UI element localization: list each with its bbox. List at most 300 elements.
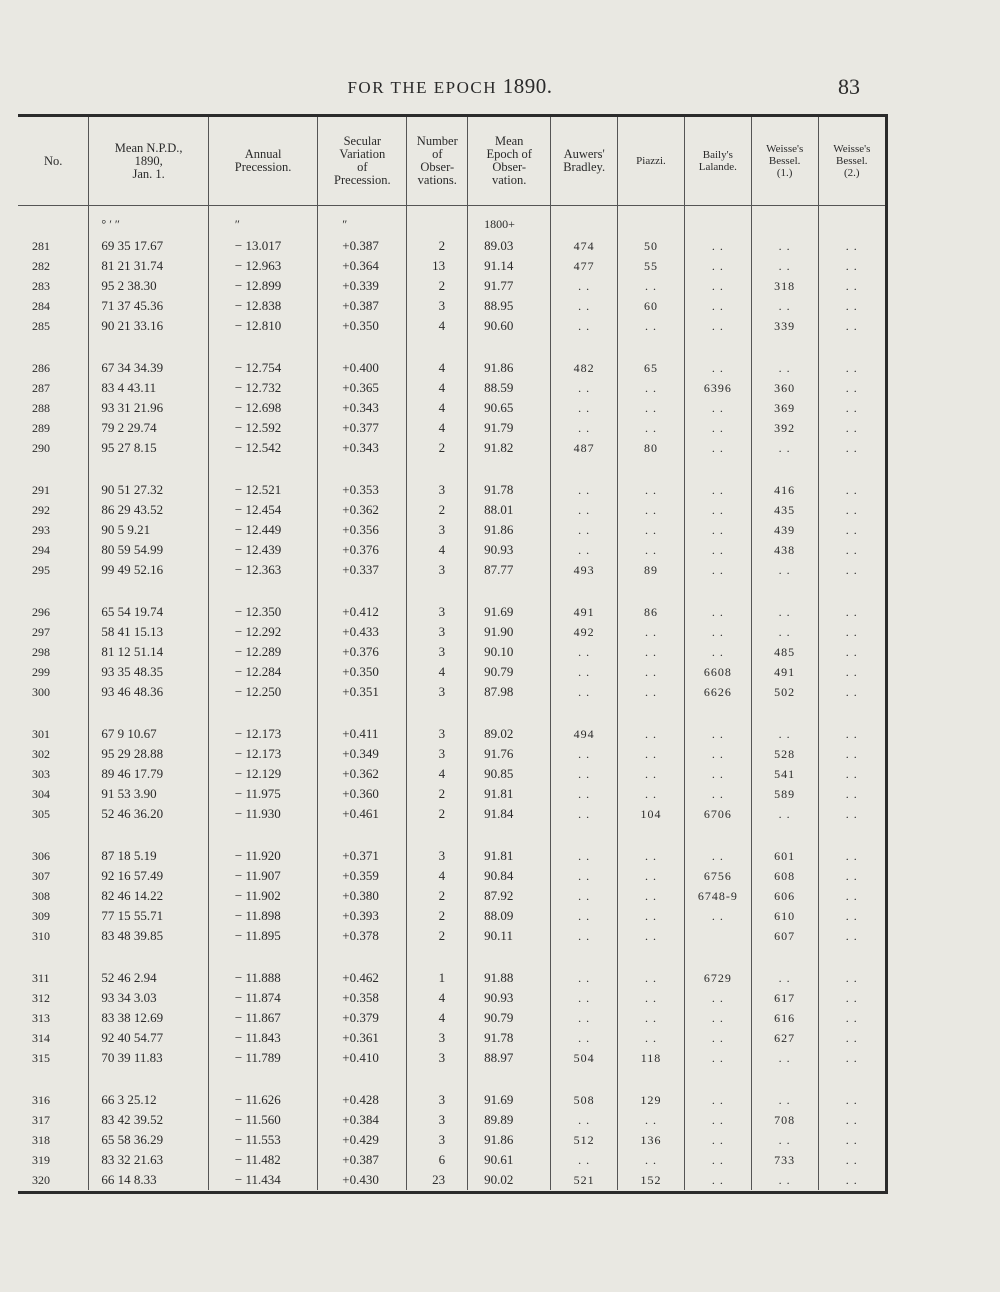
annual-precession-cell: − 11.789 [208,1048,317,1068]
mean-npd-cell: 67 34 34.39 [89,358,209,378]
annual-precession-cell: − 11.902 [208,886,317,906]
weisse-bessel-1-cell: 360 [751,378,818,398]
spacer-cell [318,336,407,358]
spacer-cell [684,824,751,846]
number-of-observations-cell: 3 [407,642,468,662]
secular-variation-cell: +0.387 [318,236,407,256]
spacer-cell [407,458,468,480]
spacer-cell [751,702,818,724]
secular-variation-cell: +0.384 [318,1110,407,1130]
spacer-cell [318,824,407,846]
table-row [18,378,885,398]
weisse-bessel-1-cell: 541 [751,764,818,784]
weisse-bessel-2-cell: . . [845,278,858,293]
secular-variation-cell: +0.376 [318,642,407,662]
number-of-observations-cell: 2 [407,236,468,256]
table-row [18,662,885,682]
piazzi-cell: 55 [618,256,685,276]
annual-precession-cell: − 12.350 [208,602,317,622]
auwers-bradley-cell: 512 [551,1130,618,1150]
spacer-cell [551,458,618,480]
mean-npd-cell: 89 46 17.79 [89,764,209,784]
secular-variation-cell: +0.362 [318,500,407,520]
mean-npd-cell: 67 9 10.67 [89,724,209,744]
table-row [18,236,885,256]
star-number-cell: 308 [18,886,89,906]
star-number-cell: 302 [18,744,89,764]
secular-variation-cell: +0.358 [318,988,407,1008]
number-of-observations-cell: 13 [407,256,468,276]
weisse-bessel-2-cell: . . [845,1152,858,1167]
mean-epoch-cell: 89.89 [468,1110,551,1130]
page-header [0,0,1000,110]
mean-epoch-cell: 91.14 [468,256,551,276]
spacer-cell [318,458,407,480]
annual-precession-cell: − 11.930 [208,804,317,824]
table-row [18,1170,885,1190]
table-body [18,206,885,1191]
spacer-cell [208,336,317,358]
number-of-observations-cell: 1 [407,968,468,988]
spacer-cell [551,580,618,602]
number-of-observations-cell: 4 [407,316,468,336]
piazzi-cell: . . [618,642,685,662]
number-of-observations-cell: 3 [407,1028,468,1048]
mean-npd-cell: 83 48 39.85 [89,926,209,946]
baily-lalande-cell: . . [684,1110,751,1130]
weisse-bessel-1-cell: 416 [751,480,818,500]
number-of-observations-cell: 3 [407,744,468,764]
weisse-bessel-1-cell: 708 [751,1110,818,1130]
auwers-bradley-cell: . . [551,662,618,682]
number-of-observations-cell: 4 [407,764,468,784]
secular-variation-cell: +0.393 [318,906,407,926]
mean-npd-cell: 95 27 8.15 [89,438,209,458]
mean-npd-cell: 52 46 36.20 [89,804,209,824]
spacer-cell [818,1068,885,1090]
piazzi-cell: . . [618,846,685,866]
star-number-cell: 292 [18,500,89,520]
secular-variation-cell: +0.412 [318,602,407,622]
star-number-cell: 295 [18,560,89,580]
auwers-bradley-cell: . . [551,926,618,946]
weisse-bessel-1-cell: 607 [751,926,818,946]
weisse-bessel-1-cell: . . [751,1170,818,1190]
weisse-bessel-2-cell: . . [845,440,858,455]
number-of-observations-cell: 2 [407,804,468,824]
table-row [18,438,885,458]
table-row [18,866,885,886]
weisse-bessel-2-cell: . . [845,1092,858,1107]
weisse-bessel-1-cell: . . [751,804,818,824]
spacer-cell [18,702,89,724]
number-of-observations-cell: 3 [407,1130,468,1150]
annual-precession-cell: − 12.810 [208,316,317,336]
table-row [18,724,885,744]
baily-lalande-cell: . . [684,1130,751,1150]
mean-epoch-cell: 87.98 [468,682,551,702]
spacer-cell [751,336,818,358]
mean-npd-cell: 99 49 52.16 [89,560,209,580]
mean-npd-cell: 83 4 43.11 [89,378,209,398]
table-row [18,1110,885,1130]
piazzi-cell: . . [618,764,685,784]
piazzi-cell: . . [618,682,685,702]
auwers-bradley-cell: 491 [551,602,618,622]
mean-epoch-cell: 91.86 [468,358,551,378]
weisse-bessel-1-cell: . . [751,256,818,276]
annual-precession-cell: − 11.907 [208,866,317,886]
star-number-cell: 299 [18,662,89,682]
mean-npd-cell: 90 21 33.16 [89,316,209,336]
table-row [18,602,885,622]
spacer-cell [751,824,818,846]
secular-variation-cell: +0.378 [318,926,407,946]
piazzi-cell: . . [618,1028,685,1048]
spacer-cell [89,1068,209,1090]
mean-npd-cell: 66 3 25.12 [89,1090,209,1110]
auwers-bradley-cell: . . [551,1028,618,1048]
baily-lalande-cell: . . [684,480,751,500]
mean-epoch-cell: 91.86 [468,520,551,540]
baily-lalande-cell: . . [684,1090,751,1110]
header-number-of-observations: Number of Obser- vations. [407,117,468,206]
baily-lalande-cell: . . [684,276,751,296]
auwers-bradley-cell: . . [551,682,618,702]
piazzi-cell: 60 [618,296,685,316]
mean-npd-cell: 82 46 14.22 [89,886,209,906]
weisse-bessel-1-cell: 627 [751,1028,818,1048]
star-number-cell: 310 [18,926,89,946]
spacer-cell [818,580,885,602]
weisse-bessel-1-cell: 339 [751,316,818,336]
mean-epoch-cell: 90.85 [468,764,551,784]
secular-variation-cell: +0.350 [318,662,407,682]
baily-lalande-cell: 6756 [684,866,751,886]
number-of-observations-cell: 4 [407,662,468,682]
annual-precession-cell: − 12.899 [208,276,317,296]
piazzi-cell: . . [618,1150,685,1170]
secular-variation-cell: +0.364 [318,256,407,276]
weisse-bessel-2-cell: . . [845,1172,858,1187]
number-of-observations-cell: 4 [407,378,468,398]
star-number-cell: 317 [18,1110,89,1130]
auwers-bradley-cell: . . [551,988,618,1008]
spacer-cell [208,702,317,724]
spacer-cell [551,702,618,724]
secular-variation-cell: +0.387 [318,1150,407,1170]
mean-npd-cell: 71 37 45.36 [89,296,209,316]
star-number-cell: 312 [18,988,89,1008]
number-of-observations-cell: 3 [407,520,468,540]
mean-npd-cell: 66 14 8.33 [89,1170,209,1190]
secular-variation-cell: +0.362 [318,764,407,784]
table-row [18,926,885,946]
auwers-bradley-cell: . . [551,866,618,886]
mean-npd-cell: 77 15 55.71 [89,906,209,926]
annual-precession-cell: − 12.173 [208,744,317,764]
auwers-bradley-cell: . . [551,480,618,500]
weisse-bessel-1-cell: . . [751,560,818,580]
auwers-bradley-cell: . . [551,1150,618,1170]
star-number-cell: 290 [18,438,89,458]
secular-variation-cell: +0.387 [318,296,407,316]
spacer-cell [618,1068,685,1090]
weisse-bessel-2-cell: . . [845,318,858,333]
weisse-bessel-1-cell: 491 [751,662,818,682]
spacer-cell [18,336,89,358]
auwers-bradley-cell: 521 [551,1170,618,1190]
baily-lalande-cell: 6626 [684,682,751,702]
secular-variation-cell: +0.428 [318,1090,407,1110]
table-row [18,642,885,662]
weisse-bessel-2-cell: . . [845,786,858,801]
spacer-cell [684,336,751,358]
baily-lalande-cell: . . [684,846,751,866]
group-spacer [18,702,885,724]
spacer-cell [751,946,818,968]
table-row [18,358,885,378]
weisse-bessel-2-cell: . . [845,298,858,313]
mean-epoch-cell: 88.97 [468,1048,551,1068]
auwers-bradley-cell: . . [551,846,618,866]
table-row [18,520,885,540]
weisse-bessel-1-cell: 616 [751,1008,818,1028]
auwers-bradley-cell: 474 [551,236,618,256]
number-of-observations-cell: 4 [407,540,468,560]
spacer-cell [618,824,685,846]
mean-epoch-cell: 90.10 [468,642,551,662]
auwers-bradley-cell: . . [551,316,618,336]
baily-lalande-cell: . . [684,398,751,418]
annual-precession-cell: − 11.888 [208,968,317,988]
secular-variation-cell: +0.410 [318,1048,407,1068]
mean-npd-cell: 93 35 48.35 [89,662,209,682]
header-piazzi: Piazzi. [618,117,685,206]
spacer-cell [18,946,89,968]
weisse-bessel-2-cell: . . [845,644,858,659]
star-number-cell: 283 [18,276,89,296]
number-of-observations-cell: 2 [407,926,468,946]
mean-epoch-cell: 91.78 [468,1028,551,1048]
mean-npd-cell: 92 40 54.77 [89,1028,209,1048]
mean-npd-cell: 81 12 51.14 [89,642,209,662]
table-row [18,784,885,804]
spacer-cell [89,946,209,968]
auwers-bradley-cell: . . [551,642,618,662]
table-row [18,622,885,642]
table-row [18,500,885,520]
units-piazzi [618,206,685,237]
mean-epoch-cell: 91.76 [468,744,551,764]
star-number-cell: 315 [18,1048,89,1068]
units-epoch: 1800+ [468,206,551,237]
mean-npd-cell: 95 29 28.88 [89,744,209,764]
annual-precession-cell: − 11.560 [208,1110,317,1130]
star-number-cell: 300 [18,682,89,702]
mean-npd-cell: 79 2 29.74 [89,418,209,438]
spacer-cell [18,580,89,602]
piazzi-cell: . . [618,480,685,500]
table-row [18,804,885,824]
secular-variation-cell: +0.337 [318,560,407,580]
spacer-cell [618,458,685,480]
spacer-cell [684,1068,751,1090]
star-number-cell: 294 [18,540,89,560]
number-of-observations-cell: 4 [407,866,468,886]
annual-precession-cell: − 11.843 [208,1028,317,1048]
number-of-observations-cell: 6 [407,1150,468,1170]
weisse-bessel-2-cell: . . [845,766,858,781]
star-number-cell: 285 [18,316,89,336]
mean-npd-cell: 70 39 11.83 [89,1048,209,1068]
annual-precession-cell: − 12.732 [208,378,317,398]
annual-precession-cell: − 11.874 [208,988,317,1008]
spacer-cell [208,1068,317,1090]
weisse-bessel-1-cell: 606 [751,886,818,906]
spacer-cell [208,580,317,602]
spacer-cell [818,946,885,968]
spacer-cell [18,1068,89,1090]
weisse-bessel-2-cell: . . [845,990,858,1005]
mean-epoch-cell: 90.93 [468,988,551,1008]
baily-lalande-cell: 6706 [684,804,751,824]
table-row [18,906,885,926]
star-number-cell: 281 [18,236,89,256]
group-spacer [18,824,885,846]
group-spacer [18,946,885,968]
piazzi-cell: 80 [618,438,685,458]
annual-precession-cell: − 11.867 [208,1008,317,1028]
mean-epoch-cell: 90.79 [468,662,551,682]
spacer-cell [551,824,618,846]
baily-lalande-cell: . . [684,316,751,336]
baily-lalande-cell: . . [684,418,751,438]
mean-npd-cell: 65 58 36.29 [89,1130,209,1150]
auwers-bradley-cell: 508 [551,1090,618,1110]
mean-epoch-cell: 91.81 [468,846,551,866]
secular-variation-cell: +0.377 [318,418,407,438]
star-number-cell: 287 [18,378,89,398]
units-weisse-2 [818,206,885,237]
star-number-cell: 307 [18,866,89,886]
units-row [18,206,885,237]
group-spacer [18,580,885,602]
weisse-bessel-2-cell: . . [845,1112,858,1127]
spacer-cell [684,458,751,480]
secular-variation-cell: +0.462 [318,968,407,988]
baily-lalande-cell: . . [684,560,751,580]
annual-precession-cell: − 11.975 [208,784,317,804]
running-title-text: FOR THE EPOCH [347,78,498,97]
secular-variation-cell: +0.361 [318,1028,407,1048]
star-number-cell: 304 [18,784,89,804]
annual-precession-cell: − 11.898 [208,906,317,926]
auwers-bradley-cell: . . [551,500,618,520]
table-row [18,764,885,784]
auwers-bradley-cell: . . [551,886,618,906]
piazzi-cell: . . [618,906,685,926]
star-number-cell: 306 [18,846,89,866]
star-number-cell: 298 [18,642,89,662]
star-number-cell: 284 [18,296,89,316]
piazzi-cell: . . [618,378,685,398]
table-row [18,316,885,336]
star-number-cell: 288 [18,398,89,418]
baily-lalande-cell: 6729 [684,968,751,988]
header-no: No. [18,117,89,206]
header-weisse-bessel-2: Weisse's Bessel. (2.) [818,117,885,206]
mean-npd-cell: 93 31 21.96 [89,398,209,418]
secular-variation-cell: +0.343 [318,398,407,418]
weisse-bessel-2-cell: . . [845,624,858,639]
auwers-bradley-cell: 477 [551,256,618,276]
spacer-cell [18,824,89,846]
auwers-bradley-cell: . . [551,378,618,398]
weisse-bessel-1-cell: 318 [751,276,818,296]
spacer-cell [751,580,818,602]
auwers-bradley-cell: 487 [551,438,618,458]
secular-variation-cell: +0.411 [318,724,407,744]
mean-npd-cell: 93 34 3.03 [89,988,209,1008]
star-number-cell: 291 [18,480,89,500]
mean-npd-cell: 83 32 21.63 [89,1150,209,1170]
baily-lalande-cell: 6396 [684,378,751,398]
mean-npd-cell: 81 21 31.74 [89,256,209,276]
number-of-observations-cell: 2 [407,500,468,520]
piazzi-cell: 152 [618,1170,685,1190]
spacer-cell [468,1068,551,1090]
secular-variation-cell: +0.343 [318,438,407,458]
table-row [18,540,885,560]
mean-npd-cell: 80 59 54.99 [89,540,209,560]
spacer-cell [618,946,685,968]
weisse-bessel-1-cell: 610 [751,906,818,926]
spacer-cell [618,336,685,358]
annual-precession-cell: − 13.017 [208,236,317,256]
annual-precession-cell: − 12.542 [208,438,317,458]
auwers-bradley-cell: 494 [551,724,618,744]
weisse-bessel-1-cell: 392 [751,418,818,438]
secular-variation-cell: +0.461 [318,804,407,824]
secular-variation-cell: +0.430 [318,1170,407,1190]
piazzi-cell: 86 [618,602,685,622]
number-of-observations-cell: 4 [407,1008,468,1028]
annual-precession-cell: − 11.553 [208,1130,317,1150]
auwers-bradley-cell: . . [551,804,618,824]
units-obs [407,206,468,237]
spacer-cell [618,702,685,724]
piazzi-cell: . . [618,1008,685,1028]
piazzi-cell: . . [618,520,685,540]
star-number-cell: 314 [18,1028,89,1048]
piazzi-cell: . . [618,276,685,296]
spacer-cell [407,824,468,846]
baily-lalande-cell: . . [684,906,751,926]
spacer-cell [407,336,468,358]
secular-variation-cell: +0.379 [318,1008,407,1028]
auwers-bradley-cell: 492 [551,622,618,642]
secular-variation-cell: +0.350 [318,316,407,336]
annual-precession-cell: − 12.129 [208,764,317,784]
spacer-cell [318,580,407,602]
number-of-observations-cell: 3 [407,296,468,316]
secular-variation-cell: +0.356 [318,520,407,540]
table-row [18,276,885,296]
baily-lalande-cell: . . [684,744,751,764]
weisse-bessel-2-cell: . . [845,238,858,253]
mean-epoch-cell: 89.02 [468,724,551,744]
